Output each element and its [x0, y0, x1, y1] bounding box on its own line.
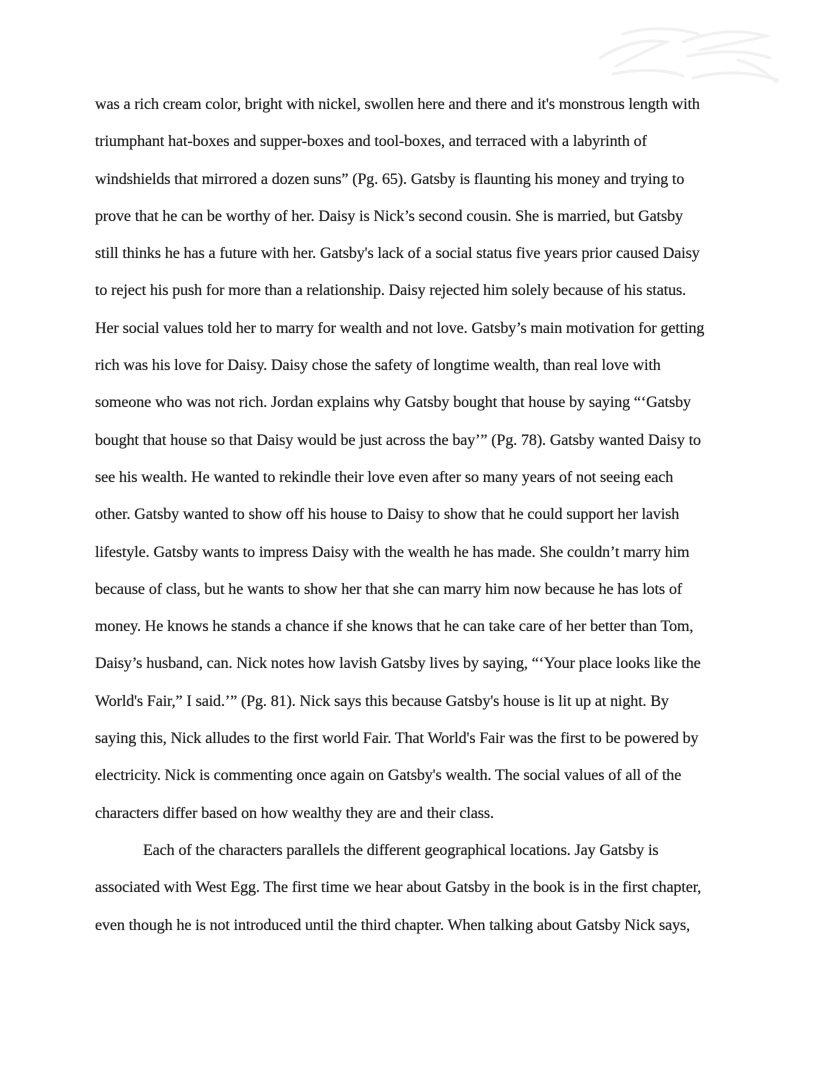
text-line: associated with West Egg. The first time we hear about Gatsby in the book is in the first chapter,: [95, 879, 702, 897]
text-line: even though he is not introduced until the third chapter. When talking about Gatsby Nick says,: [95, 916, 691, 934]
text-line: electricity. Nick is commenting once again on Gatsby's wealth. The social values of all of the: [95, 767, 682, 785]
text-line: characters differ based on how wealthy they are and their class.: [95, 804, 494, 822]
text-line: someone who was not rich. Jordan explains why Gatsby bought that house by saying “‘Gatsby: [95, 394, 691, 412]
text-line: was a rich cream color, bright with nickel, swollen here and there and it's monstrous length with: [95, 96, 700, 113]
text-line: because of class, but he wants to show her that she can marry him now because he has lots of: [95, 580, 683, 598]
text-line: other. Gatsby wanted to show off his house to Daisy to show that he could support her lavish: [95, 506, 680, 524]
text-line: see his wealth. He wanted to rekindle their love even after so many years of not seeing each: [95, 468, 674, 486]
text-line: triumphant hat-boxes and supper-boxes and tool-boxes, and terraced with a labyrinth of: [95, 133, 647, 151]
text-line: windshields that mirrored a dozen suns” (Pg. 65). Gatsby is flaunting his money and trying to: [95, 170, 685, 188]
text-line: World's Fair,” I said.’” (Pg. 81). Nick says this because Gatsby's house is lit up at night. By: [95, 692, 669, 710]
essay-body: [95, 86, 735, 944]
erased-smudge-artifact: [588, 16, 793, 96]
text-line-paragraph-start: Each of the characters parallels the different geographical locations. Jay Gatsby is: [143, 841, 659, 859]
text-line: prove that he can be worthy of her. Daisy is Nick’s second cousin. She is married, but Gatsby: [95, 207, 683, 225]
text-line: to reject his push for more than a relationship. Daisy rejected him solely because of his status.: [95, 282, 687, 300]
text-line: Daisy’s husband, can. Nick notes how lavish Gatsby lives by saying, “‘Your place looks like the: [95, 655, 701, 673]
text-line: bought that house so that Daisy would be just across the bay’” (Pg. 78). Gatsby wanted Daisy to: [95, 431, 701, 449]
text-line: rich was his love for Daisy. Daisy chose the safety of longtime wealth, than real love with: [95, 357, 661, 375]
text-line: lifestyle. Gatsby wants to impress Daisy with the wealth he has made. She couldn’t marry him: [95, 543, 690, 561]
text-line: still thinks he has a future with her. Gatsby's lack of a social status five years prior caused Daisy: [95, 245, 700, 263]
text-line: money. He knows he stands a chance if she knows that he can take care of her better than Tom,: [95, 618, 694, 636]
text-line: saying this, Nick alludes to the first world Fair. That World's Fair was the first to be powered by: [95, 730, 699, 748]
text-line: Her social values told her to marry for wealth and not love. Gatsby’s main motivation for getting: [95, 319, 705, 337]
